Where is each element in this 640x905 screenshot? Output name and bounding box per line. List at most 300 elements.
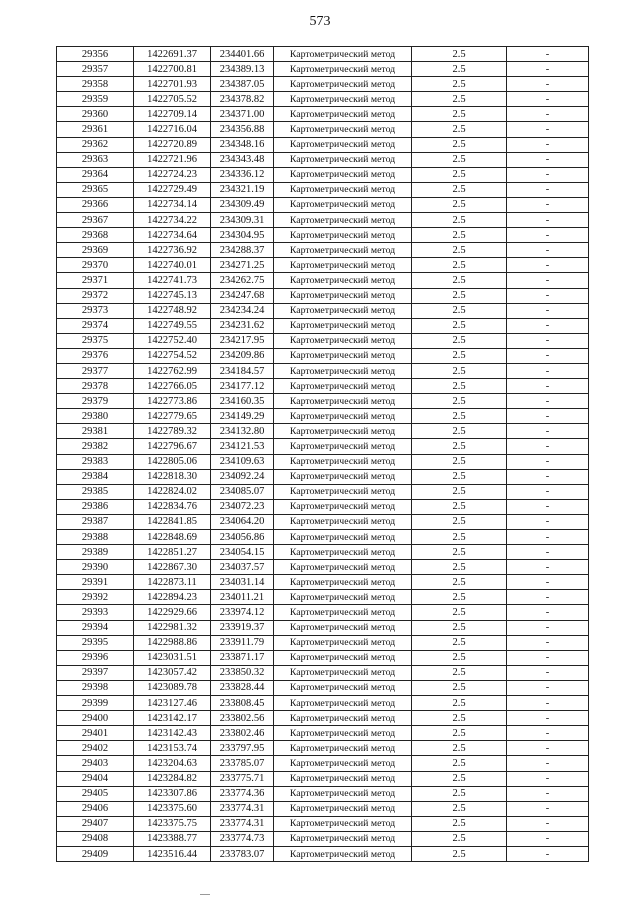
note-cell: - bbox=[507, 499, 589, 514]
accuracy-cell: 2.5 bbox=[412, 379, 507, 394]
x-coordinate-cell: 1422834.76 bbox=[134, 499, 211, 514]
table-row bbox=[57, 771, 589, 786]
y-coordinate-cell: 233850.32 bbox=[211, 665, 274, 680]
table-row bbox=[57, 288, 589, 303]
accuracy-cell: 2.5 bbox=[412, 454, 507, 469]
y-coordinate-cell: 233774.31 bbox=[211, 816, 274, 831]
page-number: 573 bbox=[309, 14, 331, 29]
method-cell: Картометрический метод bbox=[274, 47, 412, 62]
x-coordinate-cell: 1422716.04 bbox=[134, 122, 211, 137]
x-coordinate-cell: 1422773.86 bbox=[134, 394, 211, 409]
y-coordinate-cell: 234064.20 bbox=[211, 514, 274, 529]
x-coordinate-cell: 1423375.75 bbox=[134, 816, 211, 831]
table-row bbox=[57, 228, 589, 243]
method-cell: Картометрический метод bbox=[274, 786, 412, 801]
x-coordinate-cell: 1422740.01 bbox=[134, 258, 211, 273]
x-coordinate-cell: 1422762.99 bbox=[134, 363, 211, 378]
y-coordinate-cell: 234389.13 bbox=[211, 62, 274, 77]
method-cell: Картометрический метод bbox=[274, 711, 412, 726]
method-cell: Картометрический метод bbox=[274, 137, 412, 152]
x-coordinate-cell: 1422709.14 bbox=[134, 107, 211, 122]
table-row bbox=[57, 122, 589, 137]
note-cell: - bbox=[507, 47, 589, 62]
note-cell: - bbox=[507, 831, 589, 846]
accuracy-cell: 2.5 bbox=[412, 167, 507, 182]
y-coordinate-cell: 233774.73 bbox=[211, 831, 274, 846]
accuracy-cell: 2.5 bbox=[412, 620, 507, 635]
method-cell: Картометрический метод bbox=[274, 816, 412, 831]
point-number-cell: 29380 bbox=[57, 409, 134, 424]
x-coordinate-cell: 1422745.13 bbox=[134, 288, 211, 303]
y-coordinate-cell: 234343.48 bbox=[211, 152, 274, 167]
note-cell: - bbox=[507, 711, 589, 726]
method-cell: Картометрический метод bbox=[274, 846, 412, 861]
method-cell: Картометрический метод bbox=[274, 439, 412, 454]
table-row bbox=[57, 137, 589, 152]
x-coordinate-cell: 1422741.73 bbox=[134, 273, 211, 288]
note-cell: - bbox=[507, 786, 589, 801]
x-coordinate-cell: 1422734.22 bbox=[134, 213, 211, 228]
x-coordinate-cell: 1422779.65 bbox=[134, 409, 211, 424]
table-row bbox=[57, 801, 589, 816]
accuracy-cell: 2.5 bbox=[412, 665, 507, 680]
note-cell: - bbox=[507, 363, 589, 378]
method-cell: Картометрический метод bbox=[274, 379, 412, 394]
note-cell: - bbox=[507, 665, 589, 680]
y-coordinate-cell: 233974.12 bbox=[211, 605, 274, 620]
method-cell: Картометрический метод bbox=[274, 771, 412, 786]
accuracy-cell: 2.5 bbox=[412, 197, 507, 212]
point-number-cell: 29389 bbox=[57, 545, 134, 560]
accuracy-cell: 2.5 bbox=[412, 228, 507, 243]
note-cell: - bbox=[507, 469, 589, 484]
x-coordinate-cell: 1422988.86 bbox=[134, 635, 211, 650]
method-cell: Картометрический метод bbox=[274, 590, 412, 605]
x-coordinate-cell: 1423057.42 bbox=[134, 665, 211, 680]
method-cell: Картометрический метод bbox=[274, 545, 412, 560]
y-coordinate-cell: 234056.86 bbox=[211, 530, 274, 545]
accuracy-cell: 2.5 bbox=[412, 243, 507, 258]
method-cell: Картометрический метод bbox=[274, 213, 412, 228]
method-cell: Картометрический метод bbox=[274, 363, 412, 378]
point-number-cell: 29391 bbox=[57, 575, 134, 590]
note-cell: - bbox=[507, 560, 589, 575]
accuracy-cell: 2.5 bbox=[412, 786, 507, 801]
y-coordinate-cell: 234378.82 bbox=[211, 92, 274, 107]
x-coordinate-cell: 1423284.82 bbox=[134, 771, 211, 786]
note-cell: - bbox=[507, 484, 589, 499]
y-coordinate-cell: 233802.56 bbox=[211, 711, 274, 726]
table-row bbox=[57, 62, 589, 77]
y-coordinate-cell: 234309.49 bbox=[211, 197, 274, 212]
table-row bbox=[57, 530, 589, 545]
x-coordinate-cell: 1422691.37 bbox=[134, 47, 211, 62]
y-coordinate-cell: 233797.95 bbox=[211, 741, 274, 756]
point-number-cell: 29385 bbox=[57, 484, 134, 499]
point-number-cell: 29360 bbox=[57, 107, 134, 122]
point-number-cell: 29399 bbox=[57, 696, 134, 711]
table-row bbox=[57, 741, 589, 756]
y-coordinate-cell: 234217.95 bbox=[211, 333, 274, 348]
method-cell: Картометрический метод bbox=[274, 243, 412, 258]
note-cell: - bbox=[507, 243, 589, 258]
method-cell: Картометрический метод bbox=[274, 333, 412, 348]
y-coordinate-cell: 234092.24 bbox=[211, 469, 274, 484]
x-coordinate-cell: 1422789.32 bbox=[134, 424, 211, 439]
point-number-cell: 29386 bbox=[57, 499, 134, 514]
x-coordinate-cell: 1422752.40 bbox=[134, 333, 211, 348]
accuracy-cell: 2.5 bbox=[412, 756, 507, 771]
accuracy-cell: 2.5 bbox=[412, 514, 507, 529]
point-number-cell: 29373 bbox=[57, 303, 134, 318]
method-cell: Картометрический метод bbox=[274, 77, 412, 92]
y-coordinate-cell: 234348.16 bbox=[211, 137, 274, 152]
x-coordinate-cell: 1422705.52 bbox=[134, 92, 211, 107]
accuracy-cell: 2.5 bbox=[412, 152, 507, 167]
point-number-cell: 29381 bbox=[57, 424, 134, 439]
point-number-cell: 29383 bbox=[57, 454, 134, 469]
table-row bbox=[57, 92, 589, 107]
y-coordinate-cell: 234234.24 bbox=[211, 303, 274, 318]
table-row bbox=[57, 831, 589, 846]
x-coordinate-cell: 1422824.02 bbox=[134, 484, 211, 499]
method-cell: Картометрический метод bbox=[274, 560, 412, 575]
point-number-cell: 29364 bbox=[57, 167, 134, 182]
table-row bbox=[57, 590, 589, 605]
note-cell: - bbox=[507, 726, 589, 741]
table-row bbox=[57, 439, 589, 454]
accuracy-cell: 2.5 bbox=[412, 484, 507, 499]
accuracy-cell: 2.5 bbox=[412, 62, 507, 77]
method-cell: Картометрический метод bbox=[274, 575, 412, 590]
accuracy-cell: 2.5 bbox=[412, 182, 507, 197]
accuracy-cell: 2.5 bbox=[412, 711, 507, 726]
y-coordinate-cell: 234132.80 bbox=[211, 424, 274, 439]
y-coordinate-cell: 234336.12 bbox=[211, 167, 274, 182]
note-cell: - bbox=[507, 62, 589, 77]
note-cell: - bbox=[507, 741, 589, 756]
x-coordinate-cell: 1422729.49 bbox=[134, 182, 211, 197]
point-number-cell: 29372 bbox=[57, 288, 134, 303]
accuracy-cell: 2.5 bbox=[412, 831, 507, 846]
note-cell: - bbox=[507, 816, 589, 831]
note-cell: - bbox=[507, 590, 589, 605]
point-number-cell: 29367 bbox=[57, 213, 134, 228]
point-number-cell: 29408 bbox=[57, 831, 134, 846]
table-row bbox=[57, 363, 589, 378]
method-cell: Картометрический метод bbox=[274, 167, 412, 182]
point-number-cell: 29359 bbox=[57, 92, 134, 107]
note-cell: - bbox=[507, 167, 589, 182]
note-cell: - bbox=[507, 258, 589, 273]
y-coordinate-cell: 234184.57 bbox=[211, 363, 274, 378]
table-row bbox=[57, 560, 589, 575]
note-cell: - bbox=[507, 213, 589, 228]
note-cell: - bbox=[507, 288, 589, 303]
note-cell: - bbox=[507, 318, 589, 333]
method-cell: Картометрический метод bbox=[274, 514, 412, 529]
accuracy-cell: 2.5 bbox=[412, 258, 507, 273]
x-coordinate-cell: 1423031.51 bbox=[134, 650, 211, 665]
point-number-cell: 29384 bbox=[57, 469, 134, 484]
accuracy-cell: 2.5 bbox=[412, 650, 507, 665]
method-cell: Картометрический метод bbox=[274, 650, 412, 665]
accuracy-cell: 2.5 bbox=[412, 47, 507, 62]
x-coordinate-cell: 1423204.63 bbox=[134, 756, 211, 771]
point-number-cell: 29366 bbox=[57, 197, 134, 212]
y-coordinate-cell: 234121.53 bbox=[211, 439, 274, 454]
method-cell: Картометрический метод bbox=[274, 122, 412, 137]
x-coordinate-cell: 1423142.17 bbox=[134, 711, 211, 726]
note-cell: - bbox=[507, 394, 589, 409]
y-coordinate-cell: 234011.21 bbox=[211, 590, 274, 605]
accuracy-cell: 2.5 bbox=[412, 741, 507, 756]
table-row bbox=[57, 47, 589, 62]
point-number-cell: 29363 bbox=[57, 152, 134, 167]
accuracy-cell: 2.5 bbox=[412, 530, 507, 545]
accuracy-cell: 2.5 bbox=[412, 726, 507, 741]
x-coordinate-cell: 1422796.67 bbox=[134, 439, 211, 454]
accuracy-cell: 2.5 bbox=[412, 635, 507, 650]
y-coordinate-cell: 234231.62 bbox=[211, 318, 274, 333]
table-row bbox=[57, 409, 589, 424]
x-coordinate-cell: 1423388.77 bbox=[134, 831, 211, 846]
x-coordinate-cell: 1423142.43 bbox=[134, 726, 211, 741]
accuracy-cell: 2.5 bbox=[412, 590, 507, 605]
table-row bbox=[57, 545, 589, 560]
point-number-cell: 29404 bbox=[57, 771, 134, 786]
note-cell: - bbox=[507, 801, 589, 816]
x-coordinate-cell: 1422720.89 bbox=[134, 137, 211, 152]
point-number-cell: 29358 bbox=[57, 77, 134, 92]
point-number-cell: 29393 bbox=[57, 605, 134, 620]
point-number-cell: 29407 bbox=[57, 816, 134, 831]
table-row bbox=[57, 303, 589, 318]
method-cell: Картометрический метод bbox=[274, 605, 412, 620]
x-coordinate-cell: 1423127.46 bbox=[134, 696, 211, 711]
method-cell: Картометрический метод bbox=[274, 394, 412, 409]
table-row bbox=[57, 575, 589, 590]
y-coordinate-cell: 234356.88 bbox=[211, 122, 274, 137]
y-coordinate-cell: 234321.19 bbox=[211, 182, 274, 197]
table-row bbox=[57, 786, 589, 801]
point-number-cell: 29395 bbox=[57, 635, 134, 650]
accuracy-cell: 2.5 bbox=[412, 424, 507, 439]
point-number-cell: 29403 bbox=[57, 756, 134, 771]
table-row bbox=[57, 454, 589, 469]
x-coordinate-cell: 1422929.66 bbox=[134, 605, 211, 620]
table-row bbox=[57, 77, 589, 92]
note-cell: - bbox=[507, 333, 589, 348]
method-cell: Картометрический метод bbox=[274, 484, 412, 499]
point-number-cell: 29365 bbox=[57, 182, 134, 197]
table-row bbox=[57, 680, 589, 695]
point-number-cell: 29357 bbox=[57, 62, 134, 77]
y-coordinate-cell: 234401.66 bbox=[211, 47, 274, 62]
x-coordinate-cell: 1422748.92 bbox=[134, 303, 211, 318]
y-coordinate-cell: 234177.12 bbox=[211, 379, 274, 394]
point-number-cell: 29400 bbox=[57, 711, 134, 726]
y-coordinate-cell: 233802.46 bbox=[211, 726, 274, 741]
method-cell: Картометрический метод bbox=[274, 424, 412, 439]
table-row bbox=[57, 499, 589, 514]
accuracy-cell: 2.5 bbox=[412, 499, 507, 514]
point-number-cell: 29387 bbox=[57, 514, 134, 529]
accuracy-cell: 2.5 bbox=[412, 439, 507, 454]
y-coordinate-cell: 234371.00 bbox=[211, 107, 274, 122]
note-cell: - bbox=[507, 530, 589, 545]
note-cell: - bbox=[507, 575, 589, 590]
point-number-cell: 29409 bbox=[57, 846, 134, 861]
table-row bbox=[57, 635, 589, 650]
point-number-cell: 29394 bbox=[57, 620, 134, 635]
accuracy-cell: 2.5 bbox=[412, 363, 507, 378]
accuracy-cell: 2.5 bbox=[412, 846, 507, 861]
method-cell: Картометрический метод bbox=[274, 665, 412, 680]
x-coordinate-cell: 1423153.74 bbox=[134, 741, 211, 756]
note-cell: - bbox=[507, 756, 589, 771]
point-number-cell: 29388 bbox=[57, 530, 134, 545]
y-coordinate-cell: 234031.14 bbox=[211, 575, 274, 590]
note-cell: - bbox=[507, 107, 589, 122]
x-coordinate-cell: 1423307.86 bbox=[134, 786, 211, 801]
method-cell: Картометрический метод bbox=[274, 303, 412, 318]
y-coordinate-cell: 234109.63 bbox=[211, 454, 274, 469]
y-coordinate-cell: 233919.37 bbox=[211, 620, 274, 635]
y-coordinate-cell: 233774.31 bbox=[211, 801, 274, 816]
table-row bbox=[57, 182, 589, 197]
table-row bbox=[57, 273, 589, 288]
method-cell: Картометрический метод bbox=[274, 454, 412, 469]
method-cell: Картометрический метод bbox=[274, 741, 412, 756]
point-number-cell: 29375 bbox=[57, 333, 134, 348]
point-number-cell: 29390 bbox=[57, 560, 134, 575]
point-number-cell: 29370 bbox=[57, 258, 134, 273]
point-number-cell: 29405 bbox=[57, 786, 134, 801]
accuracy-cell: 2.5 bbox=[412, 394, 507, 409]
accuracy-cell: 2.5 bbox=[412, 816, 507, 831]
note-cell: - bbox=[507, 846, 589, 861]
x-coordinate-cell: 1422766.05 bbox=[134, 379, 211, 394]
note-cell: - bbox=[507, 514, 589, 529]
accuracy-cell: 2.5 bbox=[412, 137, 507, 152]
method-cell: Картометрический метод bbox=[274, 318, 412, 333]
x-coordinate-cell: 1422754.52 bbox=[134, 348, 211, 363]
point-number-cell: 29368 bbox=[57, 228, 134, 243]
x-coordinate-cell: 1422841.85 bbox=[134, 514, 211, 529]
table-row bbox=[57, 379, 589, 394]
y-coordinate-cell: 233911.79 bbox=[211, 635, 274, 650]
y-coordinate-cell: 233871.17 bbox=[211, 650, 274, 665]
method-cell: Картометрический метод bbox=[274, 228, 412, 243]
point-number-cell: 29362 bbox=[57, 137, 134, 152]
table-row bbox=[57, 650, 589, 665]
y-coordinate-cell: 234271.25 bbox=[211, 258, 274, 273]
x-coordinate-cell: 1422724.23 bbox=[134, 167, 211, 182]
accuracy-cell: 2.5 bbox=[412, 348, 507, 363]
method-cell: Картометрический метод bbox=[274, 197, 412, 212]
y-coordinate-cell: 234085.07 bbox=[211, 484, 274, 499]
accuracy-cell: 2.5 bbox=[412, 696, 507, 711]
accuracy-cell: 2.5 bbox=[412, 771, 507, 786]
point-number-cell: 29378 bbox=[57, 379, 134, 394]
table-row bbox=[57, 620, 589, 635]
note-cell: - bbox=[507, 650, 589, 665]
note-cell: - bbox=[507, 635, 589, 650]
table-row bbox=[57, 605, 589, 620]
note-cell: - bbox=[507, 696, 589, 711]
table-row bbox=[57, 711, 589, 726]
table-row bbox=[57, 243, 589, 258]
method-cell: Картометрический метод bbox=[274, 499, 412, 514]
y-coordinate-cell: 233785.07 bbox=[211, 756, 274, 771]
table-row bbox=[57, 107, 589, 122]
point-number-cell: 29377 bbox=[57, 363, 134, 378]
accuracy-cell: 2.5 bbox=[412, 469, 507, 484]
y-coordinate-cell: 234160.35 bbox=[211, 394, 274, 409]
note-cell: - bbox=[507, 197, 589, 212]
note-cell: - bbox=[507, 182, 589, 197]
accuracy-cell: 2.5 bbox=[412, 122, 507, 137]
x-coordinate-cell: 1423375.60 bbox=[134, 801, 211, 816]
point-number-cell: 29402 bbox=[57, 741, 134, 756]
method-cell: Картометрический метод bbox=[274, 696, 412, 711]
accuracy-cell: 2.5 bbox=[412, 605, 507, 620]
note-cell: - bbox=[507, 348, 589, 363]
x-coordinate-cell: 1422848.69 bbox=[134, 530, 211, 545]
accuracy-cell: 2.5 bbox=[412, 680, 507, 695]
point-number-cell: 29361 bbox=[57, 122, 134, 137]
note-cell: - bbox=[507, 152, 589, 167]
table-row bbox=[57, 665, 589, 680]
x-coordinate-cell: 1422734.64 bbox=[134, 228, 211, 243]
method-cell: Картометрический метод bbox=[274, 348, 412, 363]
table-row bbox=[57, 846, 589, 861]
point-number-cell: 29396 bbox=[57, 650, 134, 665]
method-cell: Картометрический метод bbox=[274, 258, 412, 273]
y-coordinate-cell: 234209.86 bbox=[211, 348, 274, 363]
y-coordinate-cell: 234387.05 bbox=[211, 77, 274, 92]
accuracy-cell: 2.5 bbox=[412, 213, 507, 228]
table-row bbox=[57, 469, 589, 484]
accuracy-cell: 2.5 bbox=[412, 92, 507, 107]
note-cell: - bbox=[507, 545, 589, 560]
table-row bbox=[57, 213, 589, 228]
accuracy-cell: 2.5 bbox=[412, 273, 507, 288]
method-cell: Картометрический метод bbox=[274, 107, 412, 122]
x-coordinate-cell: 1422867.30 bbox=[134, 560, 211, 575]
method-cell: Картометрический метод bbox=[274, 152, 412, 167]
method-cell: Картометрический метод bbox=[274, 680, 412, 695]
table-row bbox=[57, 348, 589, 363]
note-cell: - bbox=[507, 439, 589, 454]
point-number-cell: 29392 bbox=[57, 590, 134, 605]
note-cell: - bbox=[507, 605, 589, 620]
point-number-cell: 29374 bbox=[57, 318, 134, 333]
accuracy-cell: 2.5 bbox=[412, 575, 507, 590]
accuracy-cell: 2.5 bbox=[412, 288, 507, 303]
method-cell: Картометрический метод bbox=[274, 635, 412, 650]
point-number-cell: 29379 bbox=[57, 394, 134, 409]
table-row bbox=[57, 258, 589, 273]
y-coordinate-cell: 233783.07 bbox=[211, 846, 274, 861]
method-cell: Картометрический метод bbox=[274, 530, 412, 545]
accuracy-cell: 2.5 bbox=[412, 77, 507, 92]
accuracy-cell: 2.5 bbox=[412, 318, 507, 333]
table-row bbox=[57, 696, 589, 711]
y-coordinate-cell: 234054.15 bbox=[211, 545, 274, 560]
method-cell: Картометрический метод bbox=[274, 726, 412, 741]
